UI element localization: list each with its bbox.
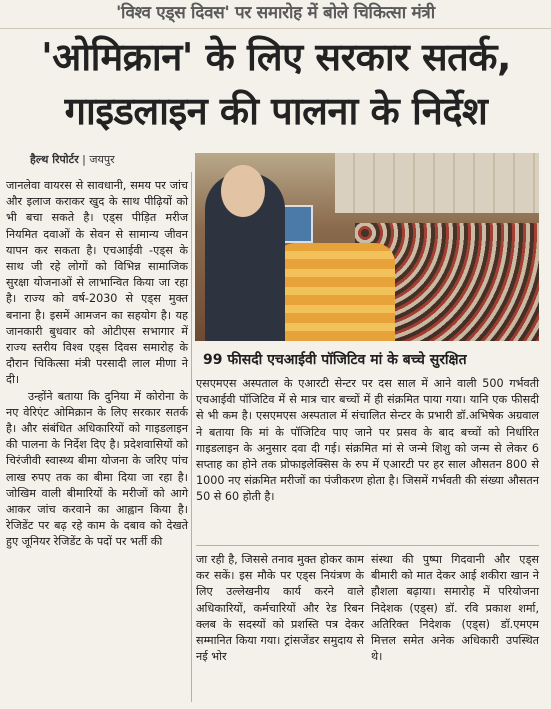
left-column [6, 178, 188, 551]
right-column-b: संस्था की पुष्पा गिदवानी और एड्स बीमारी को मात देकर आई शकीरा खान ने हौशला बढ़ाया। समारोह में परियोजना निदेशक (एड्स) डॉ. रवि प्रकाश शर्मा, अतिरिक्त निदेशक (एड्स) डॉ.एमएम मित्तल समेत अनेक अधिकारी उपस्थित थे। [371, 553, 539, 664]
speaker-head [221, 165, 265, 217]
sub-headline: 99 फीसदी एचआईवी पॉजिटिव मां के बच्चे सुरक्षित [203, 352, 467, 368]
right-top-story: एसएमएस अस्पताल के एआरटी सेन्टर पर दस साल में आने वाली 500 गर्भवती एचआईवी पॉजिटिव में से मात्र चार बच्चों में ही संक्रमित पाया गया। यानि एक फीसदी से भी कम है। एसएमएस अस्पताल में संचालित सेन्टर के प्रभारी डॉ.अभिषेक अग्रवाल ने बताया कि मां के पॉजिटिव पाए जाने पर प्रसव के बाद बच्चों को निर्धारित गाइडलाइन के अनुसार दवा दी गई। संक्रमित मां से जन्मे शिशु को जन्म से लेकर 6 सप्ताह का होने तक प्रोफाइलेक्सिस के रुप में एआरटी पर हर साल औसतन 800 से 1000 नए संक्रमित मरीजों का पंजीकरण होता है। जिसमें गर्भवती की संख्या औसतन 50 से 60 होती है। [196, 377, 539, 504]
byline-desk: हैल्थ रिपोर्टर [30, 153, 79, 166]
headline-line-1: 'ओमिक्रान' के लिए सरकार सतर्क, [41, 35, 511, 79]
flower-podium [275, 243, 395, 341]
byline: हैल्थ रिपोर्टर | जयपुर [30, 153, 115, 166]
kicker-headline: 'विश्व एड्स दिवस' पर समारोह में बोले चिकित्सा मंत्री [116, 3, 435, 23]
column-divider [191, 172, 192, 702]
main-headline [6, 30, 546, 138]
left-paragraph-1: जानलेवा वायरस से सावधानी, समय पर जांच और इलाज कराकर खुद के साथ पीढ़ियों को भी बचा सकते है। एड्स पीड़ित मरीज नियमित दवाओं के सेवन से सामान्य जीवन यापन कर सकता है। एचआईवी -एड्स के साथ जी रहे लोगों को विभिन्न सामाजिक सुरक्षा योजनाओं से लाभान्वित किया जा रहा है। राज्य को वर्ष-2030 से एड्स मुक्त बनाना है। इसमें आमजन का सहयोग है। यह जानकारी बुधवार को ओटीएस सभागार में राज्य स्तरीय विश्व एड्स दिवस समारोह के दौरान चिकित्सा मंत्री परसादी लाल मीणा ने दी। [6, 179, 188, 387]
right-column-a: जा रही है, जिससे तनाव मुक्त होकर काम कर सकें। इस मौके पर एड्स नियंत्रण के लिए उल्लेखनीय कार्य करने वाले अधिकारियों, कर्मचारियों और रेड रिबन क्लब के सदस्यों को प्रशस्ति पत्र देकर सम्मानित किया गया। ट्रांसजेंडर समुदाय से नई भोर [196, 553, 364, 664]
hall-background [335, 153, 539, 213]
section-divider [196, 545, 539, 546]
headline-line-2: गाइडलाइन की पालना के निर्देश [64, 89, 488, 133]
news-photo [195, 153, 539, 341]
top-divider [0, 28, 551, 29]
left-paragraph-2: उन्होंने बताया कि दुनिया में कोरोना के नए वेरिएंट ओमिक्रान के लिए सरकार सतर्क है। और संबंधित अधिकारियों को गाइडलाइन की पालना के निर्देश दिए है। प्रदेशवासियों को चिरंजीवी स्वास्थ्य बीमा योजना के जरिए पांच लाख रुपए तक का बीमा दिया जा रहा है। जोखिम वाली बीमारियों के मरीजों को आगे आकर जांच करवाने का आह्वान किया है। रेजिडेंट पर बढ़ रहे काम के दबाव को देखते हुए जूनियर रेजिडेंट के पदों पर भर्ती की [6, 389, 188, 549]
byline-city: जयपुर [89, 153, 115, 166]
